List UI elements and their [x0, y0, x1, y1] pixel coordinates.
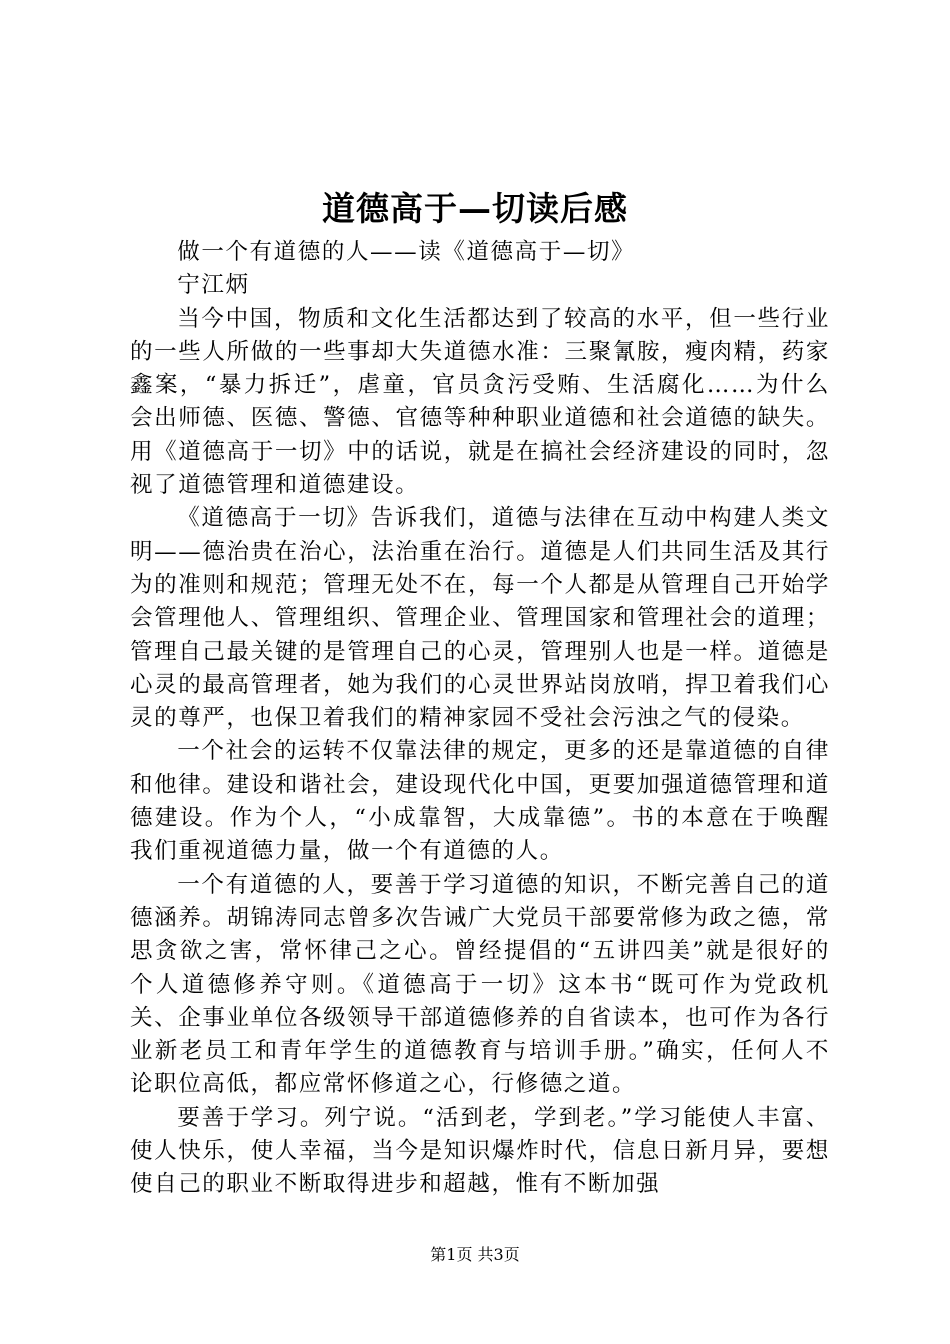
page-footer: 第1页 共3页: [430, 1245, 520, 1264]
body-paragraph: 一个社会的运转不仅靠法律的规定，更多的还是靠道德的自律和他律。建设和谐社会，建设现代化中国，更要加强道德管理和道德建设。作为个人，“小成靠智，大成靠德”。书的本意在于唤醒我们重视道德力量，做一个有道德的人。: [130, 738, 830, 865]
body-paragraph: 要善于学习。列宁说。“活到老，学到老。”学习能使人丰富、使人快乐，使人幸福，当今是知识爆炸时代，信息日新月异，要想使自己的职业不断取得进步和超越，惟有不断加强: [130, 1104, 830, 1198]
body-paragraph: 《道德高于一切》告诉我们，道德与法律在互动中构建人类文明——德治贵在治心，法治重在治行。道德是人们共同生活及其行为的准则和规范；管理无处不在，每一个人都是从管理自己开始学会管理他人、管理组织、管理企业、管理国家和管理社会的道理；管理自己最关键的是管理自己的心灵，管理别人也是一样。道德是心灵的最高管理者，她为我们的心灵世界站岗放哨，捍卫着我们心灵的尊严，也保卫着我们的精神家园不受社会污浊之气的侵染。: [130, 505, 830, 732]
body-paragraph: 一个有道德的人，要善于学习道德的知识，不断完善自己的道德涵养。胡锦涛同志曾多次告诫广大党员干部要常修为政之德，常思贪欲之害，常怀律己之心。曾经提倡的“五讲四美”就是很好的个人道德修养守则。《道德高于一切》这本书“既可作为党政机关、企事业单位各级领导干部道德修养的自省读本，也可作为各行业新老员工和青年学生的道德教育与培训手册。”确实，任何人不论职位高低，都应常怀修道之心，行修德之道。: [130, 871, 830, 1098]
document-title: 道德高于—切读后感: [322, 189, 628, 228]
subtitle-line: 做一个有道德的人——读《道德高于—切》: [177, 239, 636, 265]
author-line: 宁江炳: [177, 272, 250, 299]
document-body: [130, 236, 830, 1202]
body-paragraph: 当今中国，物质和文化生活都达到了较高的水平，但一些行业的一些人所做的一些事却大失道德水准：三聚氰胺，瘦肉精，药家鑫案，“暴力拆迁”，虐童，官员贪污受贿、生活腐化……为什么会出师德、医德、警德、官德等种种职业道德和社会道德的缺失。用《道德高于一切》中的话说，就是在搞社会经济建设的同时，忽视了道德管理和道德建设。: [130, 305, 830, 499]
